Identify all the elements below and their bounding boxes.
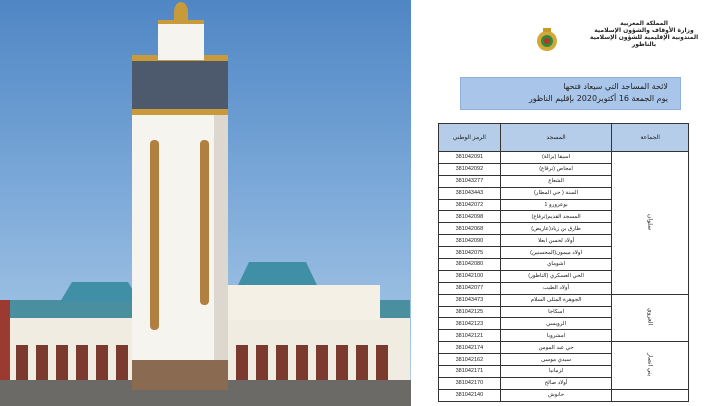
mosque-name: حانوش bbox=[500, 389, 612, 401]
mosque-name: الجوهرة المثلى السلام bbox=[500, 294, 612, 306]
national-code: 381043443 bbox=[439, 187, 501, 199]
mosque-name: لزمانيا bbox=[500, 366, 612, 378]
mosque-name: امشروبا bbox=[500, 330, 612, 342]
national-code: 381042121 bbox=[439, 330, 501, 342]
ministry-header bbox=[589, 20, 699, 48]
mosque-name: اسيقا (بزالة) bbox=[500, 152, 612, 164]
commune-name: بني انصار bbox=[646, 352, 653, 377]
mosque-name: اولاد ميمون(المحسنين) bbox=[500, 247, 612, 259]
mosque-name: أولاد الطيب bbox=[500, 282, 612, 294]
mosque-name: الرويسي bbox=[500, 318, 612, 330]
mosques-table bbox=[438, 123, 689, 402]
document bbox=[411, 0, 721, 406]
moroccan-emblem-icon bbox=[533, 26, 561, 54]
commune-cell bbox=[612, 342, 689, 390]
mosque-name: امجاص (ترقاع) bbox=[500, 163, 612, 175]
national-code: 381042092 bbox=[439, 163, 501, 175]
commune-name: العروي bbox=[646, 308, 653, 326]
mosque-name: اشوماي bbox=[500, 259, 612, 271]
commune-name: سلوان bbox=[646, 213, 653, 230]
mosque-name: الشعاع bbox=[500, 175, 612, 187]
national-code: 381042090 bbox=[439, 235, 501, 247]
mosque-name: حي عبد المومن bbox=[500, 342, 612, 354]
header-line: بالناظور bbox=[631, 41, 657, 48]
header-line: المندوبية الإقليمية للشؤون الإسلامية bbox=[589, 34, 699, 41]
mosque-name: سيدي موسى bbox=[500, 354, 612, 366]
national-code: 381042068 bbox=[439, 223, 501, 235]
table-row bbox=[439, 342, 689, 354]
national-code: 381042075 bbox=[439, 247, 501, 259]
mosque-name: بوعرورو 1 bbox=[500, 199, 612, 211]
commune-cell bbox=[612, 389, 689, 401]
commune-cell bbox=[612, 294, 689, 342]
national-code: 381042100 bbox=[439, 270, 501, 282]
national-code: 381043277 bbox=[439, 175, 501, 187]
header-line: المملكة المغربية bbox=[620, 20, 668, 27]
commune-cell bbox=[612, 152, 689, 295]
header-commune: الجماعة bbox=[612, 124, 689, 152]
national-code: 381042091 bbox=[439, 152, 501, 164]
title-line-1: لائحة المساجد التي سيعاد فتحها bbox=[563, 82, 668, 91]
mosque-name: السنة ( حي المطار) bbox=[500, 187, 612, 199]
table-row bbox=[439, 294, 689, 306]
national-code: 381043473 bbox=[439, 294, 501, 306]
national-code: 381042162 bbox=[439, 354, 501, 366]
national-code: 381042140 bbox=[439, 389, 501, 401]
table-row bbox=[439, 152, 689, 164]
mosque-name: طارق بن زياد(عاريض) bbox=[500, 223, 612, 235]
national-code: 381042072 bbox=[439, 199, 501, 211]
mosque-name: أولاد صالح bbox=[500, 377, 612, 389]
national-code: 381042125 bbox=[439, 306, 501, 318]
header-line: وزارة الأوقاف والشؤون الإسلامية bbox=[594, 27, 694, 34]
document-title bbox=[460, 77, 681, 110]
national-code: 381042080 bbox=[439, 259, 501, 271]
national-code: 381042170 bbox=[439, 377, 501, 389]
header-code: الرمز الوطني bbox=[439, 124, 501, 152]
title-line-2: يوم الجمعة 16 أكتوبر2020 بإقليم الناظور bbox=[528, 94, 668, 103]
header-mosque: المسجد bbox=[500, 124, 612, 152]
mosque-name: اسكاجا bbox=[500, 306, 612, 318]
national-code: 381042098 bbox=[439, 211, 501, 223]
mosque-name: أولاد لحسن ابعلا bbox=[500, 235, 612, 247]
national-code: 381042174 bbox=[439, 342, 501, 354]
national-code: 381042123 bbox=[439, 318, 501, 330]
table-row bbox=[439, 389, 689, 401]
national-code: 381042077 bbox=[439, 282, 501, 294]
national-code: 381042171 bbox=[439, 366, 501, 378]
mosque-name: الحي العسكري (الناظور) bbox=[500, 270, 612, 282]
mosque-name: المسجد القديم(ترقاع) bbox=[500, 211, 612, 223]
